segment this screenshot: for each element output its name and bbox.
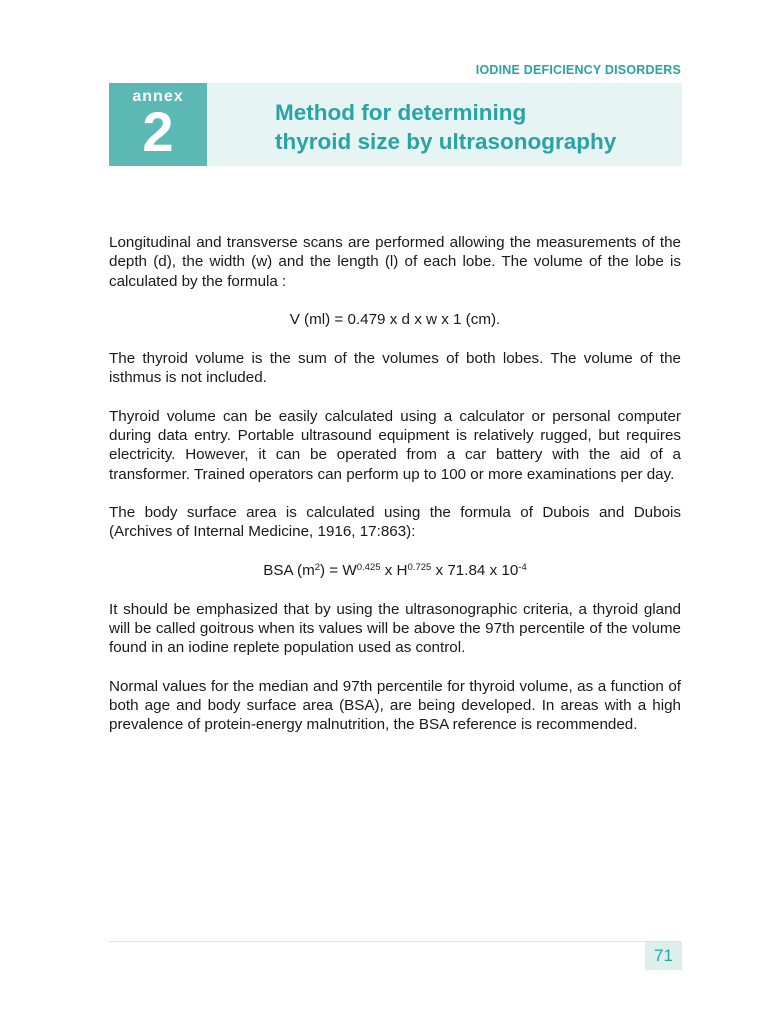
annex-label: annex [132, 88, 184, 105]
paragraph-measurements: Longitudinal and transverse scans are performed allowing the measurements of the depth (d), the width (w) and the length (l) of each lobe. The volume of the lobe is calculated by the formula : [109, 234, 681, 290]
footer-divider [109, 941, 681, 942]
annex-number: 2 [142, 100, 174, 163]
paragraph-equipment: Thyroid volume can be easily calculated using a calculator or personal computer during data entry. Portable ultrasound equipment is relatively rugged, but requires electricity. However, it can be operated from a car battery with the aid of a transformer. Trained operators can perform up to 100 or more examinations per day. [109, 407, 681, 483]
bsa-part-3: x H [380, 562, 408, 580]
paragraph-bsa-intro: The body surface area is calculated using the formula of Dubois and Dubois (Archives of Internal Medicine, 1916, 17:863): [109, 504, 681, 541]
bsa-part-4: x 71.84 x 10 [431, 562, 519, 580]
page-number: 71 [645, 942, 682, 970]
page-title-line-2: thyroid size by ultrasonography [275, 129, 617, 154]
bsa-exp-h: 0.725 [407, 561, 432, 573]
bsa-part-2: ) = W [320, 562, 357, 580]
running-head: IODINE DEFICIENCY DISORDERS [475, 63, 681, 77]
bsa-exp-10: -4 [518, 561, 527, 573]
bsa-exp-m: 2 [314, 561, 321, 573]
formula-volume: V (ml) = 0.479 x d x w x 1 (cm). [289, 311, 501, 329]
paragraph-goitrous-criteria: It should be emphasized that by using the ultrasonographic criteria, a thyroid gland will be called goitrous when its values will be above the 97th percentile of the volume found in an iodine replete population used as control. [109, 600, 681, 657]
annex-banner [109, 83, 682, 166]
paragraph-thyroid-volume: The thyroid volume is the sum of the volumes of both lobes. The volume of the isthmus is not included. [109, 349, 681, 387]
bsa-exp-w: 0.425 [356, 561, 381, 573]
bsa-part-1: BSA (m [263, 562, 315, 580]
body-text [109, 233, 681, 754]
page-title [275, 98, 616, 156]
annex-badge [109, 83, 207, 166]
formula-bsa [109, 561, 681, 580]
paragraph-normal-values: Normal values for the median and 97th percentile for thyroid volume, as a function of both age and body surface area (BSA), are being developed. In areas with a high prevalence of protein-energy malnutrition, the BSA reference is recommended. [109, 677, 681, 734]
page-title-line-1: Method for determining [275, 100, 527, 125]
